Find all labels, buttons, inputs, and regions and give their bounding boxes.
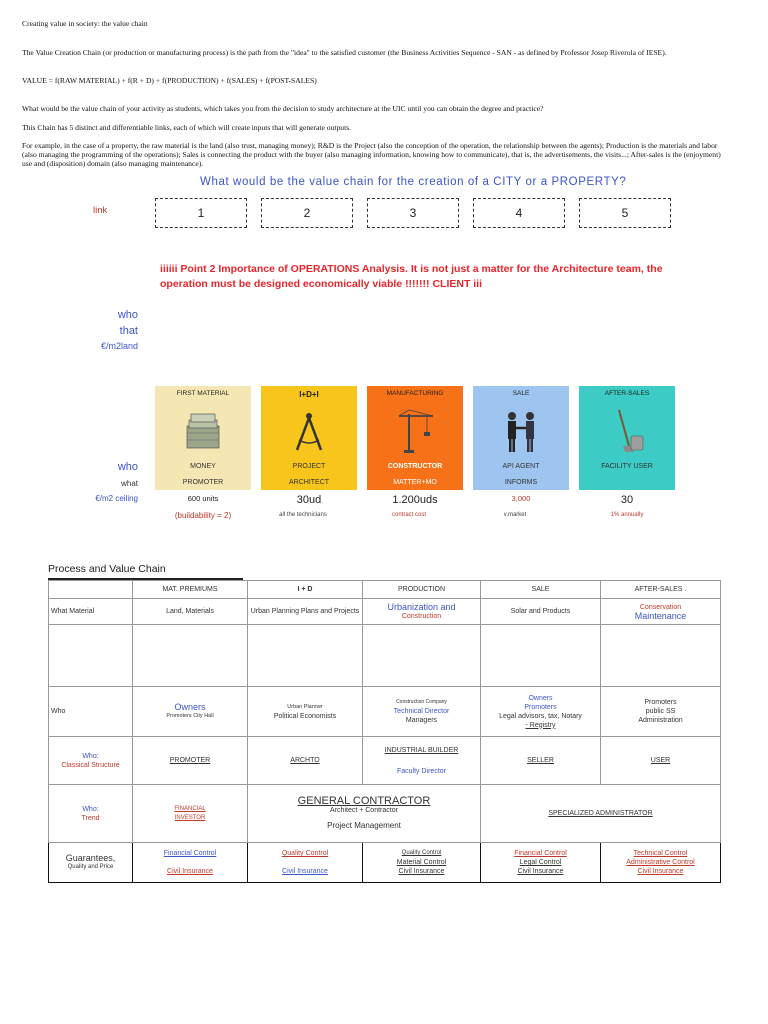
table-cell: [248, 625, 363, 687]
row-label: [49, 785, 133, 843]
intro-paragraph-1: The Value Creation Chain (or production or manufacturing process) is the path from the "idea" to the satisfied customer (the Business Activities Sequence - SAN - as defined by Professor Josep Riverola of IESE).: [22, 48, 667, 57]
cell-line: Material Control: [396, 859, 447, 866]
cell-line: Owners: [528, 694, 553, 702]
panel-sub: ARCHITECT: [288, 479, 330, 486]
cell-line: Legal Control: [519, 859, 562, 866]
link-box-2: 2: [261, 198, 353, 228]
cell-line: Quality and Price: [67, 863, 114, 870]
panel-sub: MATTER+MO: [393, 479, 437, 486]
what-label: what: [121, 479, 138, 488]
qtysub-manufacturing: contract cost: [391, 512, 426, 518]
row-label: What Material: [49, 599, 133, 625]
table-row-empty: [49, 625, 721, 687]
table-cell: [601, 599, 721, 625]
general-contractor: GENERAL CONTRACTOR: [297, 795, 431, 807]
cell-line: Civil Insurance: [167, 868, 213, 875]
table-cell: USER: [601, 737, 721, 785]
cell-line: INDUSTRIAL BUILDER: [384, 746, 459, 754]
chain-banner: What would be the value chain for the creation of a CITY or a PROPERTY?: [200, 176, 627, 188]
panel-name: CONSTRUCTOR: [387, 463, 443, 470]
row-label: Who: [49, 687, 133, 737]
cell-line: Promoters: [644, 699, 677, 706]
cell-line: Urban Planner: [287, 703, 323, 710]
cell-line: Civil Insurance: [282, 868, 328, 875]
panel-title: FIRST MATERIAL: [176, 390, 230, 397]
qtysub-sale: v.market: [503, 512, 527, 518]
panel-name: MONEY: [190, 463, 216, 470]
link-box-3: 3: [367, 198, 459, 228]
panel-manufacturing: [367, 386, 463, 490]
table-cell: [601, 843, 721, 883]
intro-title: Creating value in society: the value chain: [22, 19, 148, 28]
row-label: [49, 737, 133, 785]
cell-line: Administration: [638, 717, 683, 724]
cell-line: Quality Control: [401, 850, 442, 856]
header-mat-premiums: MAT. PREMIUMS: [133, 581, 248, 599]
link-box-4: 4: [473, 198, 565, 228]
project-management: Project Management: [327, 821, 401, 830]
cell-line: Political Economists: [273, 712, 337, 720]
header-after-sales: AFTER-SALES .: [601, 581, 721, 599]
cell-line: Civil Insurance: [398, 868, 445, 875]
panel-research: [261, 386, 357, 490]
cell-line: Promoters: [524, 703, 557, 711]
table-header-row: [49, 581, 721, 599]
table-cell: Solar and Products: [481, 599, 601, 625]
panel-sub: PROMOTER: [182, 479, 224, 486]
cell-line: Civil Insurance: [517, 868, 564, 875]
table-cell: [248, 843, 363, 883]
panel-name: FACILITY USER: [601, 463, 653, 470]
cell-line: Financial Control: [514, 850, 567, 857]
table-cell: [481, 625, 601, 687]
handshake-icon: [501, 406, 541, 456]
cell-line: public SS: [645, 708, 676, 715]
who-label-1: who: [117, 309, 138, 321]
qty-sale: 3,000: [511, 494, 531, 503]
table-cell: [248, 737, 363, 785]
warning-line-1: iiiiii Point 2 Importance of OPERATIONS Analysis. It is not just a matter for the Architecture team, the: [160, 263, 663, 275]
table-row-what-material: [49, 599, 721, 625]
link-box-1: 1: [155, 198, 247, 228]
header-sale: SALE: [481, 581, 601, 599]
faculty-director: Faculty Director: [396, 767, 446, 775]
cell-line: Technical Director: [393, 708, 450, 715]
money-stack-icon: [183, 406, 223, 456]
compass-icon: [289, 406, 329, 456]
cell-line: Who:: [82, 805, 99, 813]
mop-bucket-icon: [607, 406, 647, 456]
header-research: I + D: [248, 581, 363, 599]
header-production: PRODUCTION: [363, 581, 481, 599]
cell-line: Legal advisors, tax, Notary: [499, 712, 582, 720]
buildability-note: (buildability = 2): [174, 511, 232, 520]
table-cell: [601, 625, 721, 687]
who-label-2: who: [117, 461, 138, 473]
panel-sub: INFORMS: [504, 479, 538, 486]
table-cell: [133, 625, 248, 687]
cell-line: Financial Control: [163, 850, 217, 857]
cell-line: Conservation: [639, 603, 682, 611]
table-cell: SPECIALIZED ADMINISTRATOR: [481, 785, 721, 843]
table-cell: [363, 687, 481, 737]
table-cell: [363, 737, 481, 785]
table-cell: Land, Materials: [133, 599, 248, 625]
link-label: link: [93, 205, 108, 216]
cell-line: ARCHTO: [290, 757, 320, 764]
cell-line: Owners: [174, 701, 206, 712]
table-cell: [363, 625, 481, 687]
header-cell: [49, 581, 133, 599]
cell-line: Classical Structure: [61, 761, 120, 769]
qty-after-sales: 30: [620, 494, 634, 506]
cell-line: Construction Company: [396, 699, 447, 705]
qty-first-material: 600 units: [187, 494, 219, 503]
table-row-classical: [49, 737, 721, 785]
cell-line: - Registry: [525, 721, 556, 729]
table-cell: [363, 843, 481, 883]
cell-line: Urbanization and: [387, 601, 456, 612]
table-cell: [601, 687, 721, 737]
panel-name: PROJECT: [292, 463, 326, 470]
warning-line-2: operation must be designed economically viable !!!!!!! CLIENT iii: [160, 278, 483, 290]
row-label: [49, 843, 133, 883]
table-cell: PROMOTER: [133, 737, 248, 785]
value-formula: VALUE = f(RAW MATERIAL) + f(R + D) + f(PRODUCTION) + f(SALES) + f(POST-SALES): [22, 76, 317, 85]
panel-title: MANUFACTURING: [386, 390, 444, 397]
intro-paragraph-4: For example, in the case of a property, the raw material is the land (also trust, managing money); R&D is the Project (also the conception of the operation, the relationship between the agents); Production is the materials and labor (also managing the programming of the operations); Sales is connecting the product with the buyer (also managing information, knowing how to communicate), that is, the advertisements, the visits...; After-sales is the (enjoyment) use and (disposition) domain (also managing maintenance).: [22, 141, 721, 168]
cell-line: Administrative Control: [626, 859, 695, 866]
table-cell: [133, 785, 248, 843]
process-title: Process and Value Chain: [48, 563, 166, 575]
panel-title: AFTER-SALES: [604, 390, 650, 397]
table-cell: [248, 785, 481, 843]
m2ceiling-label: €/m2 ceiling: [95, 494, 138, 503]
table-row-trend: [49, 785, 721, 843]
table-cell: [248, 687, 363, 737]
intro-paragraph-3: This Chain has 5 distinct and differentiable links, each of which will create inputs that will generate outputs.: [22, 123, 352, 132]
table-cell: [133, 687, 248, 737]
cell-line: Who:: [82, 752, 99, 760]
panel-title: SALE: [512, 390, 530, 397]
cell-line: Quality Control: [281, 850, 329, 857]
cell-line: Civil Insurance: [637, 868, 684, 875]
cell-line: Maintenance: [634, 610, 687, 621]
cell-line: Construction: [401, 612, 442, 620]
m2land-label: €/m2land: [100, 341, 138, 351]
table-cell: [133, 843, 248, 883]
cell-line: INVESTOR: [174, 814, 206, 821]
panel-first-material: [155, 386, 251, 490]
table-cell: [49, 625, 133, 687]
cell-line: [135, 858, 245, 867]
crane-icon: [395, 406, 435, 456]
process-table: [48, 580, 721, 883]
qty-research: 30ud: [296, 494, 322, 506]
qty-manufacturing: 1.200uds: [392, 494, 438, 506]
table-cell: [481, 843, 601, 883]
cell-line: Trend: [81, 814, 100, 822]
cell-line: [250, 858, 360, 867]
cell-line: Architect + Contractor: [330, 807, 398, 814]
panel-title: I+D+I: [299, 390, 319, 399]
cell-line: Managers: [405, 717, 438, 724]
table-cell: Urban Planning Plans and Projects: [248, 599, 363, 625]
table-cell: SELLER: [481, 737, 601, 785]
table-cell: [363, 599, 481, 625]
table-cell: [481, 687, 601, 737]
link-box-5: 5: [579, 198, 671, 228]
table-row-who: [49, 687, 721, 737]
cell-line: Guarantees,: [65, 852, 116, 863]
cell-line: Technical Control: [633, 850, 688, 857]
that-label: that: [119, 325, 138, 337]
panel-sale: [473, 386, 569, 490]
qtysub-after-sales: 1% annually: [610, 512, 644, 518]
intro-paragraph-2: What would be the value chain of your activity as students, which takes you from the decision to study architecture at the UIC until you can obtain the degree and practice?: [22, 104, 544, 113]
panel-after-sales: [579, 386, 675, 490]
qtysub-research: all the technicians: [279, 512, 327, 518]
cell-line: Promoters City Hall: [166, 712, 214, 719]
table-row-guarantees: [49, 843, 721, 883]
panel-name: API AGENT: [502, 463, 540, 470]
cell-line: FINANCIAL: [174, 805, 206, 812]
